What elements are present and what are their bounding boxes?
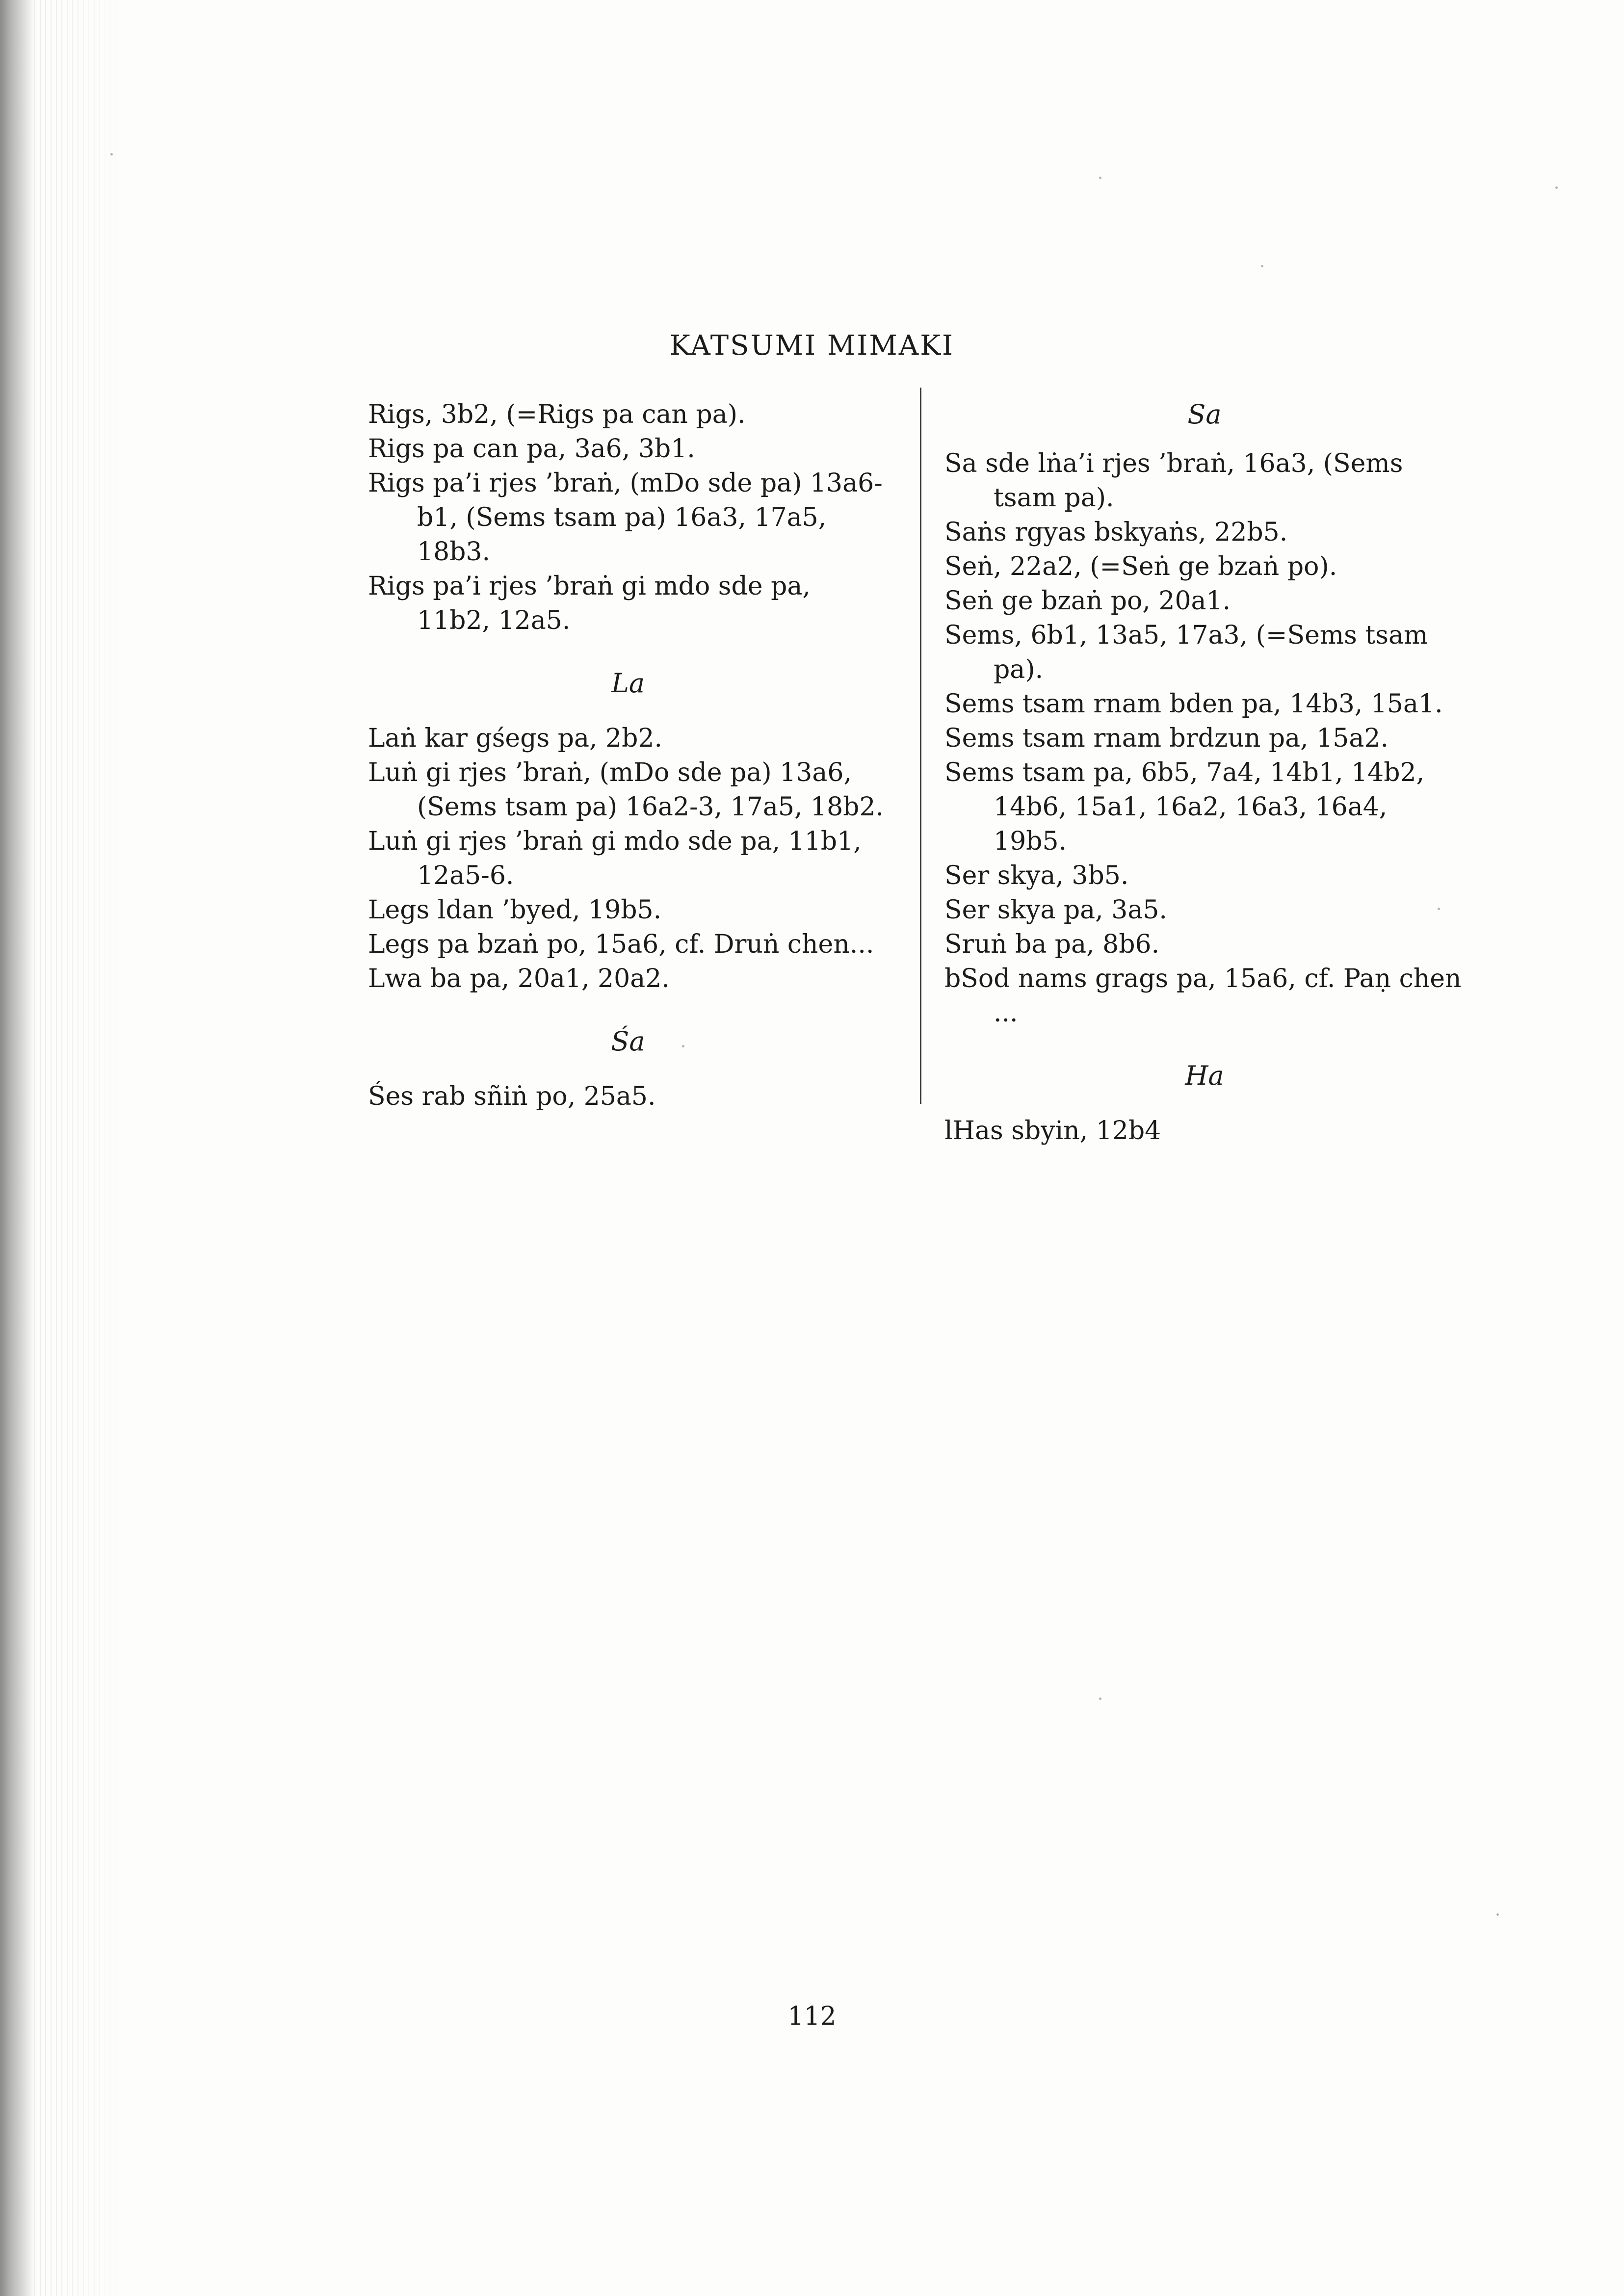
scan-speck [1496, 1913, 1499, 1916]
index-entry: lHas sbyin, 12b4 [944, 1116, 1161, 1146]
index-entry: Ser skya pa, 3a5. [944, 895, 1167, 925]
index-entry: Sems tsam rnam bden pa, 14b3, 15a1. [944, 689, 1443, 719]
index-entry: Luṅ gi rjes ’braṅ, (mDo sde pa) 13a6, (Sems tsam pa) 16a2-3, 17a5, 18b2. [368, 758, 884, 822]
index-entry: Lwa ba pa, 20a1, 20a2. [368, 964, 670, 993]
section-heading-sa: Sa [1187, 399, 1222, 430]
scan-speck [1555, 186, 1558, 189]
index-entry: Laṅ kar gśegs pa, 2b2. [368, 724, 663, 753]
index-entry: Śes rab sñiṅ po, 25a5. [368, 1082, 656, 1111]
section-heading-la: La [611, 668, 645, 699]
scan-speck [1099, 1697, 1101, 1700]
index-entry: Sems tsam pa, 6b5, 7a4, 14b1, 14b2, 14b6, 15a1, 16a2, 16a3, 16a4, 19b5. [944, 758, 1425, 856]
index-entry: Rigs pa’i rjes ’braṅ, (mDo sde pa) 13a6-b1, (Sems tsam pa) 16a3, 17a5, 18b3. [368, 469, 883, 567]
index-entry: Sruṅ ba pa, 8b6. [944, 930, 1160, 959]
index-entry: Seṅ, 22a2, (=Seṅ ge bzaṅ po). [944, 552, 1337, 581]
index-entry: bSod nams grags pa, 15a6, cf. Paṇ chen ... [944, 964, 1462, 1028]
index-entry: Sa sde lṅa’i rjes ’braṅ, 16a3, (Sems tsam pa). [944, 449, 1403, 513]
index-entry: Sems, 6b1, 13a5, 17a3, (=Sems tsam pa). [944, 621, 1428, 684]
scan-speck [110, 153, 113, 156]
index-entry: Luṅ gi rjes ’braṅ gi mdo sde pa, 11b1, 12a5-6. [368, 827, 862, 890]
index-entry: Rigs pa’i rjes ’braṅ gi mdo sde pa, 11b2, 12a5. [368, 572, 811, 635]
index-entry: Rigs pa can pa, 3a6, 3b1. [368, 434, 695, 464]
index-entry: Legs ldan ’byed, 19b5. [368, 895, 662, 925]
index-entry: Sems tsam rnam brdzun pa, 15a2. [944, 724, 1388, 753]
scan-speck [1261, 265, 1263, 267]
page-number: 112 [787, 2002, 837, 2031]
section-heading-sha: Śa [611, 1026, 645, 1057]
index-entry: Rigs, 3b2, (=Rigs pa can pa). [368, 400, 746, 429]
index-entry: Saṅs rgyas bskyaṅs, 22b5. [944, 518, 1288, 547]
left-column [368, 397, 888, 1114]
column-divider [920, 388, 921, 1104]
section-heading-ha: Ha [1185, 1060, 1224, 1091]
index-entry: Legs pa bzaṅ po, 15a6, cf. Druṅ chen... [368, 930, 874, 959]
scan-speck [1099, 177, 1101, 179]
index-entry: Seṅ ge bzaṅ po, 20a1. [944, 586, 1231, 616]
running-header: KATSUMI MIMAKI [669, 330, 955, 362]
index-entry: Ser skya, 3b5. [944, 861, 1129, 890]
right-column [944, 397, 1465, 1148]
